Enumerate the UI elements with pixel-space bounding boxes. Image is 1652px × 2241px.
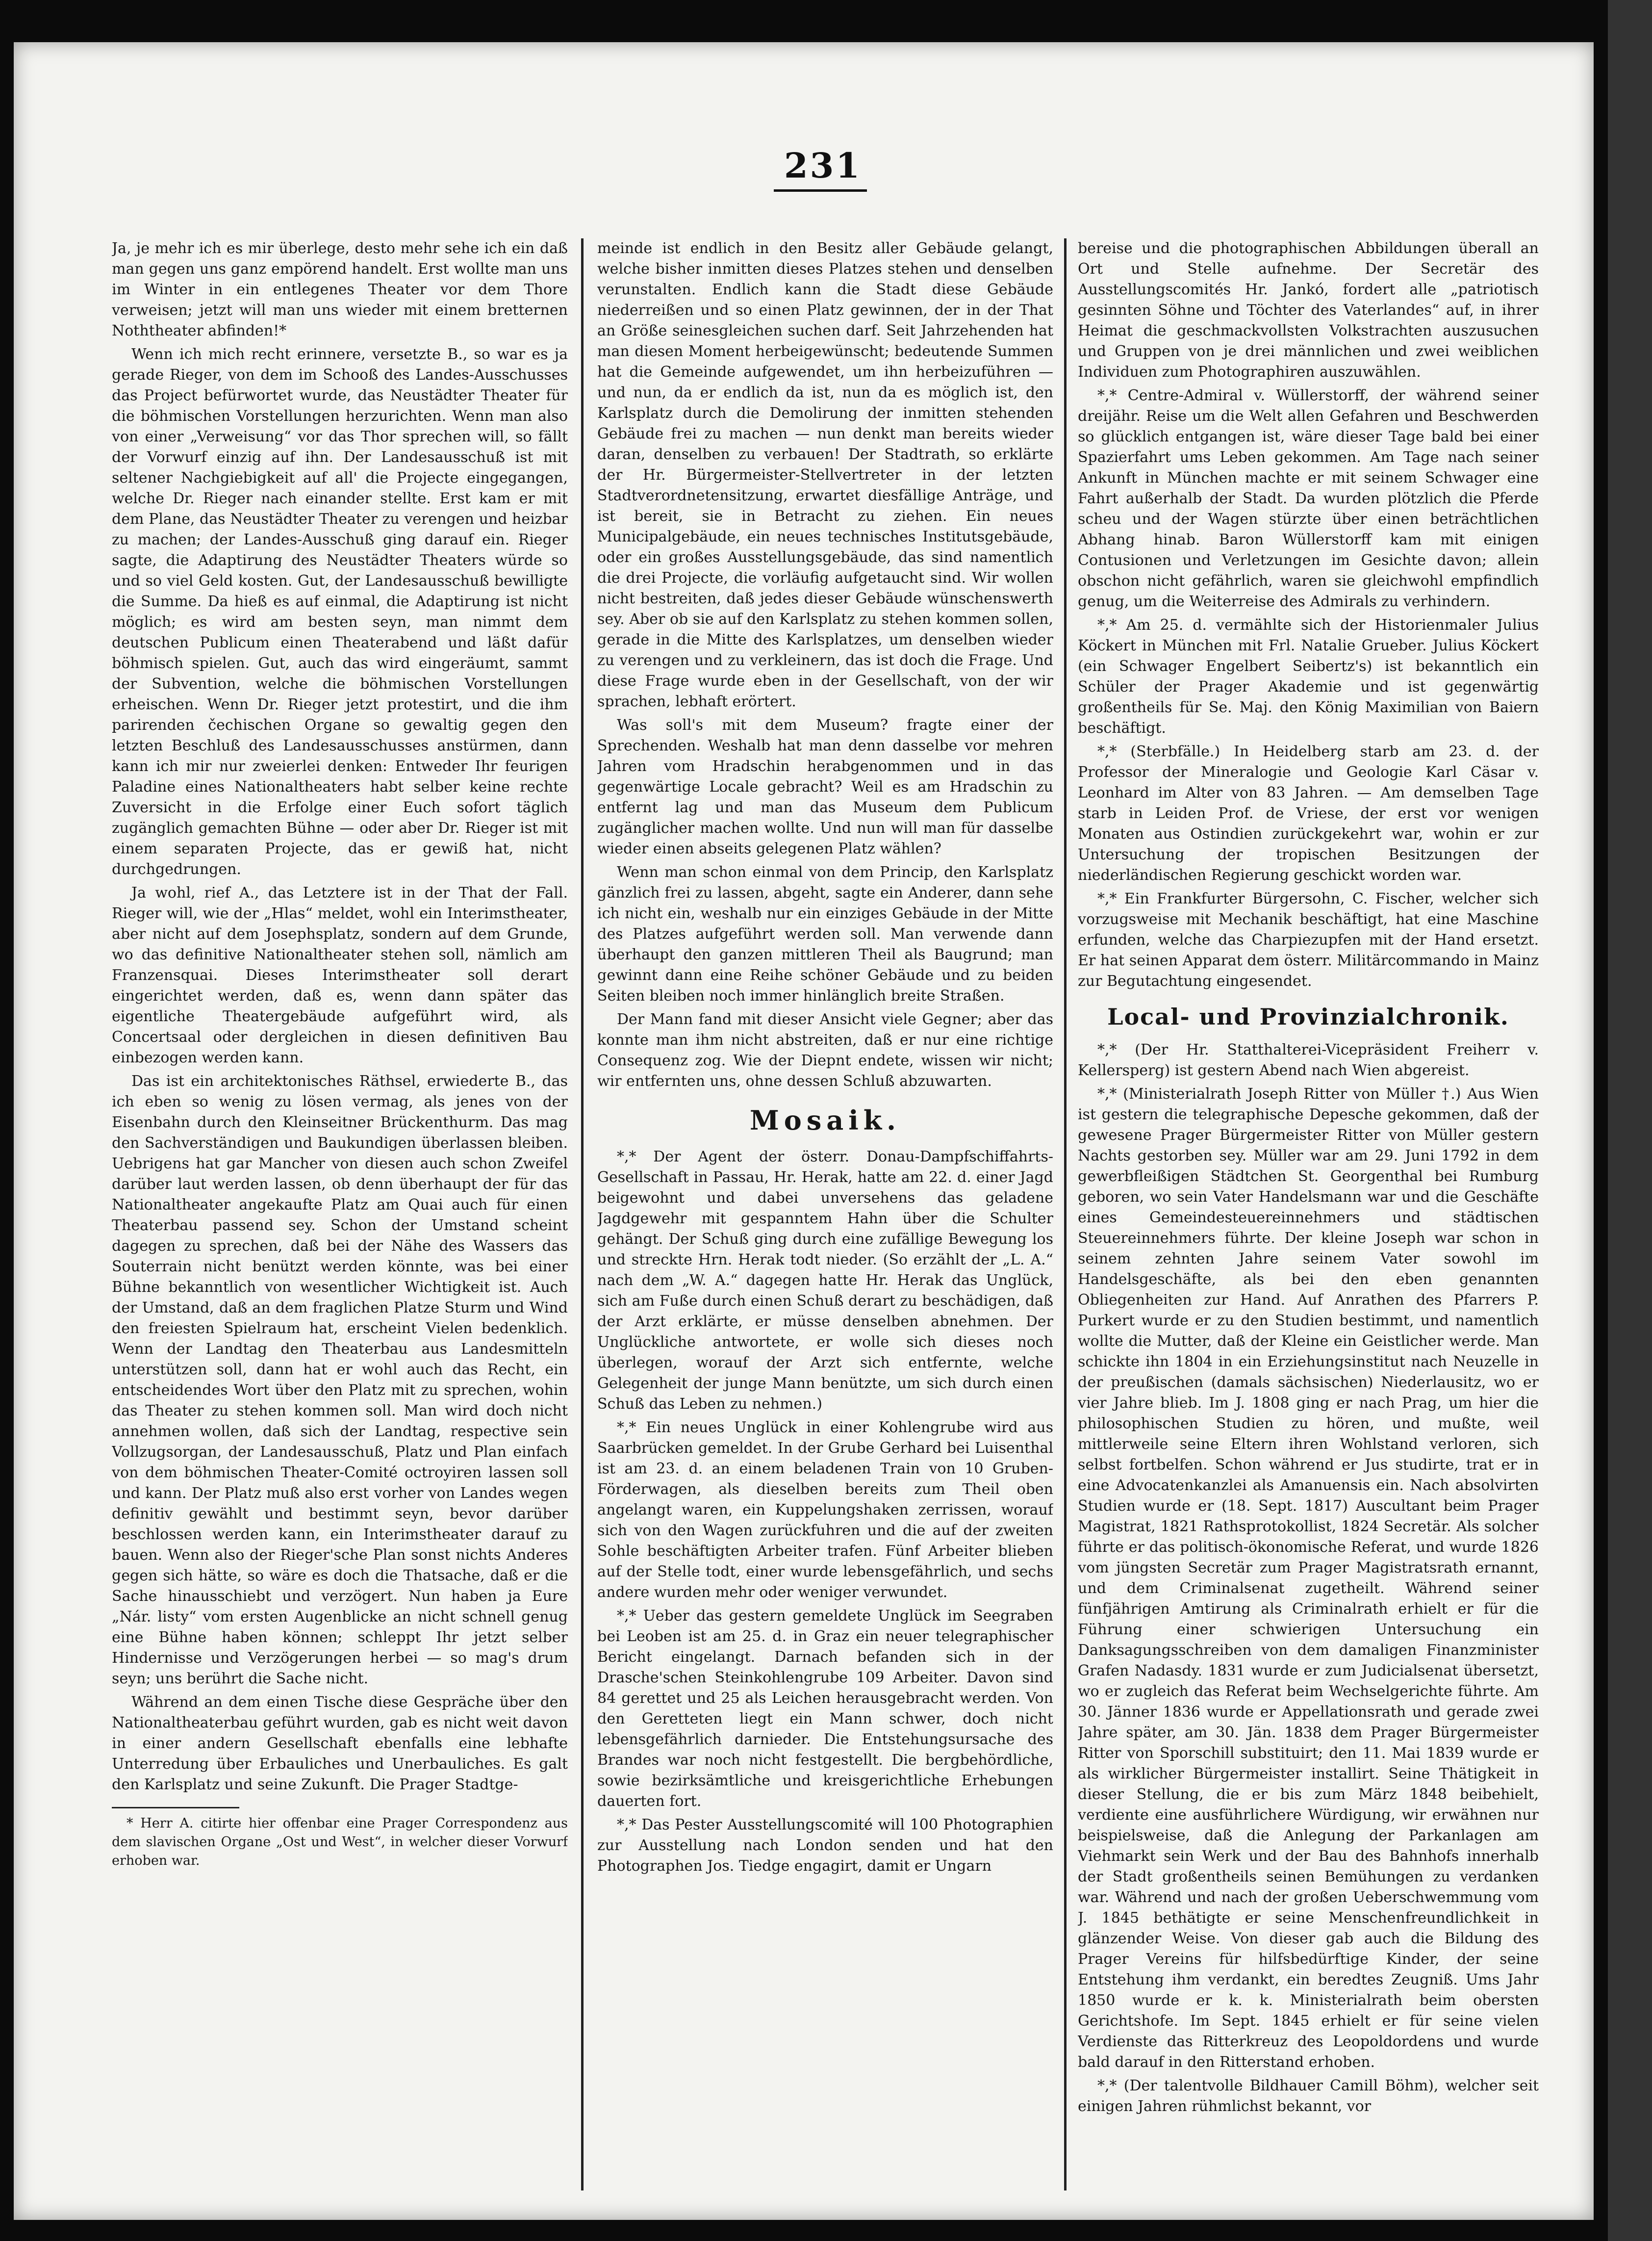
paragraph: Was soll's mit dem Museum? fragte einer der Sprechenden. Weshalb hat man denn dasselbe vor mehren Jahren vom Hradschin herabgenommen und in das gegenwärtige Locale gebracht? Weil es am Hradschin zu entfernt lag und man das Museum dem Publicum zugänglicher machen wollte. Und nun will man für dasselbe wieder einen abseits gelegenen Platz wählen? bbox=[597, 717, 1053, 857]
footnote: * Herr A. citirte hier offenbar eine Prager Correspondenz aus dem slavischen Organe „Ost und West“, in welcher dieser Vorwurf erhoben war. bbox=[112, 1816, 568, 1868]
column-rule-right bbox=[1064, 238, 1067, 2190]
column-3 bbox=[1078, 238, 1539, 2190]
news-item: *,* Ein neues Unglück in einer Kohlengrube wird aus Saarbrücken gemeldet. In der Grube Gerhard bei Luisenthal ist am 23. d. an einem beladenen Train von 10 Gruben-Förderwagen, als dieselben bereits zum Theil oben angelangt waren, ein Kuppelungshaken zerrissen, worauf sich von den Wagen zurückfuhren und die auf der zweiten Sohle beschäftigten Arbeiter trafen. Fünf Arbeiter blieben auf der Stelle todt, einer wurde lebensgefährlich, und sechs andere wurden mehr oder weniger verwundet. bbox=[597, 1419, 1053, 1601]
paragraph: Das ist ein architektonisches Räthsel, erwiederte B., das ich eben so wenig zu lösen vermag, als jenes von der Eisenbahn durch den Kleinseitner Brückenthurm. Das mag den Sachverständigen und Baukundigen überlassen bleiben. Uebrigens hat gar Mancher von diesen auch schon Zweifel darüber laut werden lassen, ob denn überhaupt der für das Nationaltheater angekaufte Platz am Quai auch für einen Theaterbau passend sey. Schon der Umstand scheint dagegen zu sprechen, daß bei der Nähe des Wassers das Souterrain nicht benützt werden könnte, was bei einer Bühne bekanntlich von wesentlicher Wichtigkeit ist. Auch der Umstand, daß an dem fraglichen Platze Sturm und Wind den freiesten Spielraum hat, erscheint Vielen bedenklich. Wenn der Landtag den Theaterbau aus Landesmitteln unterstützen soll, dann hat er wohl auch das Recht, ein entscheidendes Wort über den Platz mit zu sprechen, wohin das Theater zu stehen kommen soll. Man wird doch nicht annehmen wollen, daß sich der Landtag, respective sein Vollzugsorgan, der Landesausschuß, Platz und Plan einfach von dem böhmischen Theater-Comité octroyiren lassen soll und kann. Der Platz muß also erst vorher von Landes wegen definitiv gewählt und bestimmt seyn, bevor darüber beschlossen werden kann, ein Interimstheater darauf zu bauen. Wenn also der Rieger'sche Plan sonst nichts Anderes gegen sich hätte, so wäre es doch die Thatsache, daß er die Sache hinausschiebt und verzögert. Nun haben ja Eure „Nár. listy“ vom ersten Augenblicke an nicht schnell genug eine Bühne haben können; schleppt Ihr jetzt selber Hindernisse und Verzögerungen herbei — so mag's drum seyn; uns berührt die Sache nicht. bbox=[112, 1073, 568, 1687]
column-1 bbox=[112, 238, 568, 2190]
news-item: *,* Der Agent der österr. Donau-Dampfschiffahrts-Gesellschaft in Passau, Hr. Herak, hatte am 22. d. einer Jagd beigewohnt und dabei unversehens das geladene Jagdgewehr mit gespanntem Hahn über die Schulter gehängt. Der Schuß ging durch eine zufällige Bewegung los und streckte Hrn. Herak todt nieder. (So erzählt der „L. A.“ nach dem „W. A.“ dagegen hatte Hr. Herak das Unglück, sich am Fuße durch einen Schuß derart zu beschädigen, daß der Arzt erklärte, er müsse denselben abnehmen. Der Unglückliche antwortete, er wolle sich dieses noch überlegen, worauf der Arzt sich entfernte, welche Gelegenheit der junge Mann benützte, um sich durch einen Schuß das Leben zu nehmen.) bbox=[597, 1148, 1053, 1413]
paragraph: Wenn ich mich recht erinnere, versetzte B., so war es ja gerade Rieger, von dem im Schooß des Landes-Ausschusses das Project befürwortet wurde, das Neustädter Theater für die böhmischen Vorstellungen herzurichten. Wenn man also von einer „Verweisung“ vor das Thor sprechen will, so fällt der Vorwurf einzig auf ihn. Der Landesausschuß ist mit seltener Nachgiebigkeit auf all' die Projecte eingegangen, welche Dr. Rieger nach einander stellte. Erst kam er mit dem Plane, das Neustädter Theater zu verengen und heizbar zu machen; der Landes-Ausschuß ging darauf ein. Rieger sagte, die Adaptirung des Neustädter Theaters würde so und so viel Geld kosten. Gut, der Landesausschuß bewilligte die Summe. Da hieß es auf einmal, die Adaptirung ist nicht möglich; es wird am besten seyn, man nimmt dem deutschen Publicum einen Theaterabend und läßt dafür böhmisch spielen. Gut, auch das wird eingeräumt, sammt der Subvention, welche die böhmischen Vorstellungen erheischen. Wenn Dr. Rieger jetzt protestirt, und die ihm parirenden čechischen Organe so gewaltig gegen den letzten Beschluß des Landesausschusses anstürmen, dann kann ich mir nur zweierlei denken: Entweder Ihr feurigen Paladine eines Nationaltheaters habt selber keine rechte Zuversicht in die Erfolge einer Euch sofort täglich zugänglich gemachten Bühne — oder aber Dr. Rieger ist mit einem separaten Projecte, das er gewiß hat, nicht durchgedrungen. bbox=[112, 346, 568, 878]
paragraph: Wenn man schon einmal von dem Princip, den Karlsplatz gänzlich frei zu lassen, abgeht, sagte ein Anderer, dann sehe ich nicht ein, weshalb nur ein einziges Gebäude in der Mitte des Platzes aufgeführt werden soll. Man verwende dann überhaupt den ganzen mittleren Theil als Baugrund; man gewinnt dann eine Reihe schöner Gebäude und zu beiden Seiten bleiben noch immer hinlänglich breite Straßen. bbox=[597, 864, 1053, 1005]
column-rule-left bbox=[581, 238, 584, 2190]
page-number-underline bbox=[774, 189, 867, 192]
news-item: *,* Centre-Admiral v. Wüllerstorff, der während seiner dreijähr. Reise um die Welt allen Gefahren und Beschwerden so glücklich entgangen ist, wäre dieser Tage bald bei einer Spazierfahrt ums Leben gekommen. Am Tage nach seiner Ankunft in München machte er mit seinem Schwager eine Fahrt außerhalb der Stadt. Da wurden plötzlich die Pferde scheu und der Wagen stürzte über einen beträchtlichen Abhang hinab. Baron Wüllerstorff kam mit einigen Contusionen und Verletzungen im Gesichte davon; allein obschon nicht gefährlich, waren sie gleichwohl empfindlich genug, um die Weiterreise des Admirals zu verhindern. bbox=[1078, 387, 1539, 610]
news-item: *,* (Ministerialrath Joseph Ritter von Müller †.) Aus Wien ist gestern die telegraphische Depesche gekommen, daß der gewesene Prager Bürgermeister Ritter von Müller gestern Nachts gestorben sey. Müller war am 29. Juni 1792 in dem gewerbfleißigen Städtchen St. Georgenthal bei Rumburg geboren, wo sein Vater Handelsmann war und die Geschäfte eines Gemeindesteuereinnehmers und städtischen Steuereinnehmers führte. Der kleine Joseph war schon in seinem zehnten Jahre seinem Vater sowohl im Handelsgeschäfte, als bei den eben genannten Obliegenheiten zur Hand. Auf Anrathen des Pfarrers P. Purkert wurde er zu den Studien bestimmt, und namentlich wollte die Mutter, daß der Kleine ein Geistlicher werde. Man schickte ihn 1804 in ein Erziehungsinstitut nach Neuzelle in der preußischen (damals sächsischen) Niederlausitz, wo er vier Jahre blieb. Im J. 1808 ging er nach Prag, um hier die philosophischen Studien zu hören, und mußte, weil mittlerweile seine Eltern ihren Wohlstand verloren, sich selbst fortbelfen. Schon während er Jus studirte, trat er in eine Advocatenkanzlei als Amanuensis ein. Nach absolvirten Studien wurde er (18. Sept. 1817) Auscultant beim Prager Magistrat, 1821 Rathsprotokollist, 1824 Secretär. Als solcher führte er das politisch-ökonomische Referat, und wurde 1826 vom jüngsten Secretär zum Prager Magistratsrath ernannt, und dem Criminalsenat zugetheilt. Während seiner fünfjährigen Amtirung als Criminalrath erhielt er für die Führung einer schwierigen Untersuchung ein Danksagungsschreiben von dem damaligen Finanzminister Grafen Nadasdy. 1831 wurde er zum Judicialsenat übersetzt, wo er zugleich das Referat beim Wechselgerichte führte. Am 30. Jänner 1836 wurde er Appellationsrath und gerade zwei Jahre später, am 30. Jän. 1838 dem Prager Bürgermeister Ritter von Sporschill substituirt; den 11. Mai 1839 wurde er als wirklicher Bürgermeister installirt. Seine Thätigkeit in dieser Stellung, die er bis zum März 1848 beibehielt, verdiente eine ausführlichere Würdigung, wir erwähnen nur beispielsweise, daß die Anlegung der Parkanlagen am Viehmarkt sein Werk und der Bau des Bahnhofs innerhalb der Stadt großentheils seinen Bemühungen zu verdanken war. Während und nach der großen Ueberschwemmung vom J. 1845 bethätigte er seine Menschenfreundlichkeit in glänzender Weise. Von dieser gab auch die Bildung des Prager Vereins für hilfsbedürftige Kinder, der seine Entstehung ihm verdankt, ein beredtes Zeugniß. Ums Jahr 1850 wurde er k. k. Ministerialrath beim obersten Gerichtshofe. Im Sept. 1845 erhielt er für seine vielen Verdienste das Ritterkreuz des Leopoldordens und wurde bald darauf in den Ritterstand erhoben. bbox=[1078, 1085, 1539, 2071]
news-item: *,* Ueber das gestern gemeldete Unglück im Seegraben bei Leoben ist am 25. d. in Graz ein neuer telegraphischer Bericht eingelangt. Darnach befanden sich in der Drasche'schen Steinkohlengrube 109 Arbeiter. Davon sind 84 gerettet und 25 als Leichen herausgebracht werden. Von den Geretteten liegt ein Mann schwer, doch nicht lebensgefährlich darnieder. Die Entstehungsursache des Brandes war noch nicht festgestellt. Die bergbehördliche, sowie bezirksämtliche und kreisgerichtliche Erhebungen dauerten fort. bbox=[597, 1607, 1053, 1810]
news-item: *,* Das Pester Ausstellungscomité will 100 Photographien zur Ausstellung nach London senden und hat den Photographen Jos. Tiedge engagirt, damit er Ungarn bbox=[597, 1816, 1053, 1875]
section-heading-mosaik: Mosaik. bbox=[750, 1105, 901, 1136]
paragraph: Ja wohl, rief A., das Letztere ist in der That der Fall. Rieger will, wie der „Hlas“ meldet, wohl ein Interimstheater, aber nicht auf dem Josephsplatz, sondern auf dem Grunde, wo das definitive Nationaltheater stehen soll, nämlich am Franzensquai. Dieses Interimstheater soll derart eingerichtet werden, daß es, wenn dann später das eigentliche Theatergebäude aufgeführt wird, als Concertsaal oder dergleichen in diesen definitiven Bau einbezogen werden kann. bbox=[112, 884, 568, 1066]
paragraph: meinde ist endlich in den Besitz aller Gebäude gelangt, welche bisher inmitten dieses Platzes stehen und denselben verunstalten. Endlich kann die Stadt diese Gebäude niederreißen und so einen Platz gewinnen, der in der That an Größe seinesgleichen suchen darf. Seit Jahrzehenden hat man diesen Moment herbeigewünscht; bedeutende Summen hat die Gemeinde aufgewendet, um ihn herbeizuführen — und nun, da er endlich da ist, nun da es möglich ist, den Karlsplatz durch die Demolirung der inmitten stehenden Gebäude frei zu machen — nun denkt man bereits wieder daran, denselben zu verbauen! Der Stadtrath, so erklärte der Hr. Bürgermeister-Stellvertreter in der letzten Stadtverordnetensitzung, erwartet diesfällige Anträge, und ist bereit, sie in Betracht zu ziehen. Ein neues Municipalgebäude, ein neues technisches Institutsgebäude, oder ein großes Ausstellungsgebäude, das sind namentlich die drei Projecte, die vorläufig aufgetaucht sind. Wir wollen nicht bestreiten, daß jedes dieser Gebäude wünschenswerth sey. Aber ob sie auf den Karlsplatz zu stehen kommen sollen, gerade in die Mitte des Karlsplatzes, um denselben wieder zu verengen und zu verkleinern, das ist doch die Frage. Und diese Frage wurde eben in der Gesellschaft, von der wir sprachen, lebhaft erörtert. bbox=[597, 240, 1053, 710]
newspaper-page bbox=[14, 42, 1594, 2220]
paragraph: Während an dem einen Tische diese Gespräche über den Nationaltheaterbau geführt wurden, gab es nicht weit davon in einer andern Gesellschaft ebenfalls eine lebhafte Unterredung über Erbauliches und Unerbauliches. Es galt den Karlsplatz und seine Zukunft. Die Prager Stadtge- bbox=[112, 1694, 568, 1793]
news-item: *,* (Der talentvolle Bildhauer Camill Böhm), welcher seit einigen Jahren rühmlichst bekannt, vor bbox=[1078, 2077, 1539, 2115]
news-item: *,* Ein Frankfurter Bürgersohn, C. Fischer, welcher sich vorzugsweise mit Mechanik beschäftigt, hat eine Maschine erfunden, welche das Charpiezupfen mit der Hand ersetzt. Er hat seinen Apparat dem österr. Militärcommando in Mainz zur Begutachtung eingesendet. bbox=[1078, 890, 1539, 990]
footnote-rule bbox=[112, 1807, 239, 1808]
news-item: *,* Am 25. d. vermählte sich der Historienmaler Julius Köckert in München mit Frl. Natalie Grueber. Julius Köckert (ein Schwager Engelbert Seibertz's) ist bekanntlich ein Schüler der Prager Akademie und ist gegenwärtig großentheils für Se. Maj. den König Maximilian von Baiern beschäftigt. bbox=[1078, 617, 1539, 737]
paragraph: Ja, je mehr ich es mir überlege, desto mehr sehe ich ein daß man gegen uns ganz empörend handelt. Erst wollte man uns im Winter in ein entlegenes Theater vor dem Thore verweisen; jetzt will man uns wieder mit einem bretternen Noththeater abfinden!* bbox=[112, 240, 568, 339]
news-item: *,* (Sterbfälle.) In Heidelberg starb am 23. d. der Professor der Mineralogie und Geologie Karl Cäsar v. Leonhard im Alter von 83 Jahren. — Am demselben Tage starb in Leiden Prof. de Vriese, der erst vor wenigen Monaten aus Ostindien zurückgekehrt war, wohin er zur Untersuchung der tropischen Besitzungen der niederländischen Regierung geschickt worden war. bbox=[1078, 743, 1539, 884]
paragraph: Der Mann fand mit dieser Ansicht viele Gegner; aber das konnte man ihm nicht abstreiten, daß er nur eine richtige Consequenz zog. Wie der Diepnt endete, wissen wir nicht; wir entfernten uns, ohne dessen Schluß abzuwarten. bbox=[597, 1011, 1053, 1090]
column-2 bbox=[597, 238, 1053, 2190]
page-number: 231 bbox=[784, 145, 862, 186]
paragraph: bereise und die photographischen Abbildungen überall an Ort und Stelle aufnehme. Der Secretär des Ausstellungscomités Hr. Jankó, fordert alle „patriotisch gesinnten Söhne und Töchter des Vaterlandes“ auf, in ihrer Heimat die geschmackvollsten Volkstrachten auszusuchen und Gruppen von je drei männlichen und zwei weiblichen Individuen zum Photographiren auszuwählen. bbox=[1078, 240, 1539, 381]
scan-edge bbox=[1608, 0, 1652, 2241]
news-item: *,* (Der Hr. Statthalterei-Vicepräsident Freiherr v. Kellersperg) ist gestern Abend nach Wien abgereist. bbox=[1078, 1041, 1539, 1079]
section-heading-chronik: Local- und Provinzialchronik. bbox=[1107, 1004, 1509, 1030]
